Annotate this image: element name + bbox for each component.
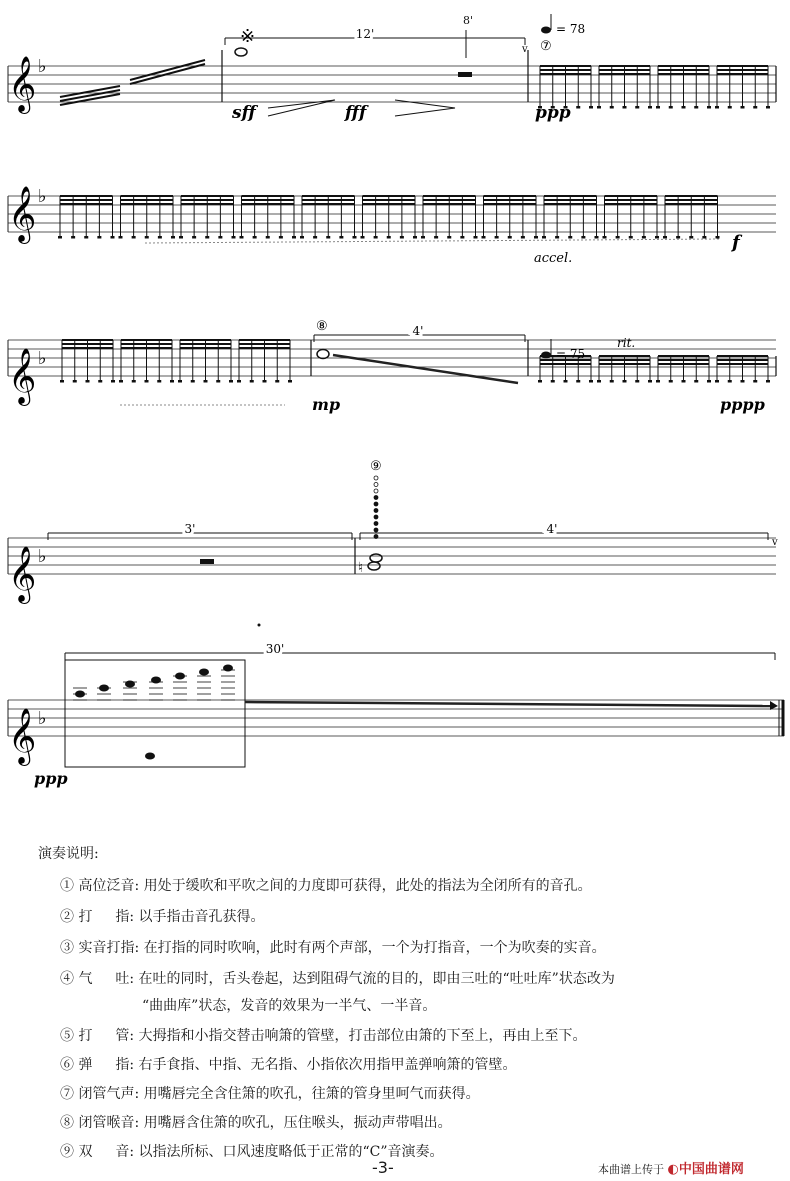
mark-7: ⑦ <box>540 39 552 54</box>
site-name: 中国曲谱网 <box>678 1162 744 1177</box>
note-item-3: ③ 实音打指: 在打指的同时吹响，此时有两个声部，一个为打指音，一个为吹奏的实音。 <box>60 940 606 956</box>
timing-3s: 3' <box>184 522 196 536</box>
timing-12s: 12' <box>355 27 375 41</box>
dynamic-ppp-1: ppp <box>535 103 571 123</box>
dynamic-ppp-2: ppp <box>34 769 68 788</box>
timing-4s-b: 4' <box>546 522 558 536</box>
dynamic-pppp: pppp <box>720 395 765 414</box>
note-item-4: ④ 气 吐: 在吐的同时，舌头卷起，达到阻碍气流的目的，即由三吐的“吐吐库”状态改为 <box>60 971 615 987</box>
system-3 <box>8 319 776 414</box>
system-5 <box>8 624 784 789</box>
staff-3 <box>8 340 776 376</box>
dynamic-sff: sff <box>232 103 256 123</box>
note-item-2: ② 打 指: 以手指击音孔获得。 <box>60 909 265 925</box>
mark-9: ⑨ <box>370 459 382 474</box>
site-logo: ◐中国曲谱网 <box>667 1162 744 1177</box>
timing-30s: 30' <box>265 642 285 656</box>
staff-4 <box>8 538 776 574</box>
timing-8s: 8' <box>463 14 474 27</box>
svg-text:♭: ♭ <box>38 348 47 369</box>
improvisation-box <box>65 660 245 767</box>
staff-1 <box>8 66 776 102</box>
mark-8: ⑧ <box>316 319 328 334</box>
flat-key-signature: ♭ <box>38 56 47 77</box>
note-item-4-cont: “曲曲库”状态，发音的效果为一半气、一半音。 <box>142 998 437 1014</box>
note-item-7: ⑦ 闭管气声: 用嘴唇完全含住箫的吹孔，往箫的管身里呵气而获得。 <box>60 1086 480 1102</box>
high-notes-cluster <box>73 665 235 701</box>
svg-text:♭: ♭ <box>38 186 47 207</box>
note-item-5: ⑤ 打 管: 大拇指和小指交替击响箫的管壁，打击部位由箫的下至上，再由上至下。 <box>60 1028 587 1044</box>
system-1 <box>8 14 776 123</box>
system-2 <box>8 186 776 266</box>
note-item-1: ① 高位泛音: 用处于缓吹和平吹之间的力度即可获得，此处的指法为全闭所有的音孔。 <box>60 878 592 894</box>
notes-heading: 演奏说明: <box>38 846 99 862</box>
svg-text:v: v <box>772 537 778 548</box>
svg-text:𝄞: 𝄞 <box>8 348 37 404</box>
note-item-9: ⑨ 双 音: 以指法所标、口风速度略低于正常的“C”音演奏。 <box>60 1144 444 1160</box>
staff-2 <box>8 196 776 232</box>
svg-text:v: v <box>522 44 528 55</box>
accel-marking: accel. <box>534 251 573 266</box>
svg-text:♭: ♭ <box>38 546 47 567</box>
dynamic-mp: mp <box>312 395 341 414</box>
dynamic-f: f <box>732 232 740 253</box>
grace-note-run <box>60 60 205 105</box>
timing-4s-a: 4' <box>412 324 424 338</box>
rit-marking: rit. <box>617 336 636 350</box>
upload-credit <box>598 1158 744 1177</box>
system-4 <box>8 459 778 604</box>
harmonic-mark: ※ <box>240 26 256 47</box>
note-item-8: ⑧ 闭管喉音: 用嘴唇含住箫的吹孔，压住喉头，振动声带唱出。 <box>60 1115 452 1131</box>
dynamic-fff: fff <box>345 103 367 123</box>
treble-clef: 𝄞 <box>8 56 37 112</box>
note-item-6: ⑥ 弹 指: 右手食指、中指、无名指、小指依次用指甲盖弹响箫的管壁。 <box>60 1057 517 1073</box>
svg-text:♮: ♮ <box>358 560 364 576</box>
svg-text:𝄞: 𝄞 <box>8 186 37 242</box>
page-number: -3- <box>372 1158 394 1177</box>
svg-text:𝄞: 𝄞 <box>8 708 37 764</box>
svg-text:♭: ♭ <box>38 708 47 729</box>
svg-text:𝄞: 𝄞 <box>8 546 37 602</box>
tempo-75: = 75 <box>556 347 586 361</box>
tempo-78: = 78 <box>556 22 586 36</box>
upload-text: 本曲谱上传于 <box>598 1163 664 1176</box>
